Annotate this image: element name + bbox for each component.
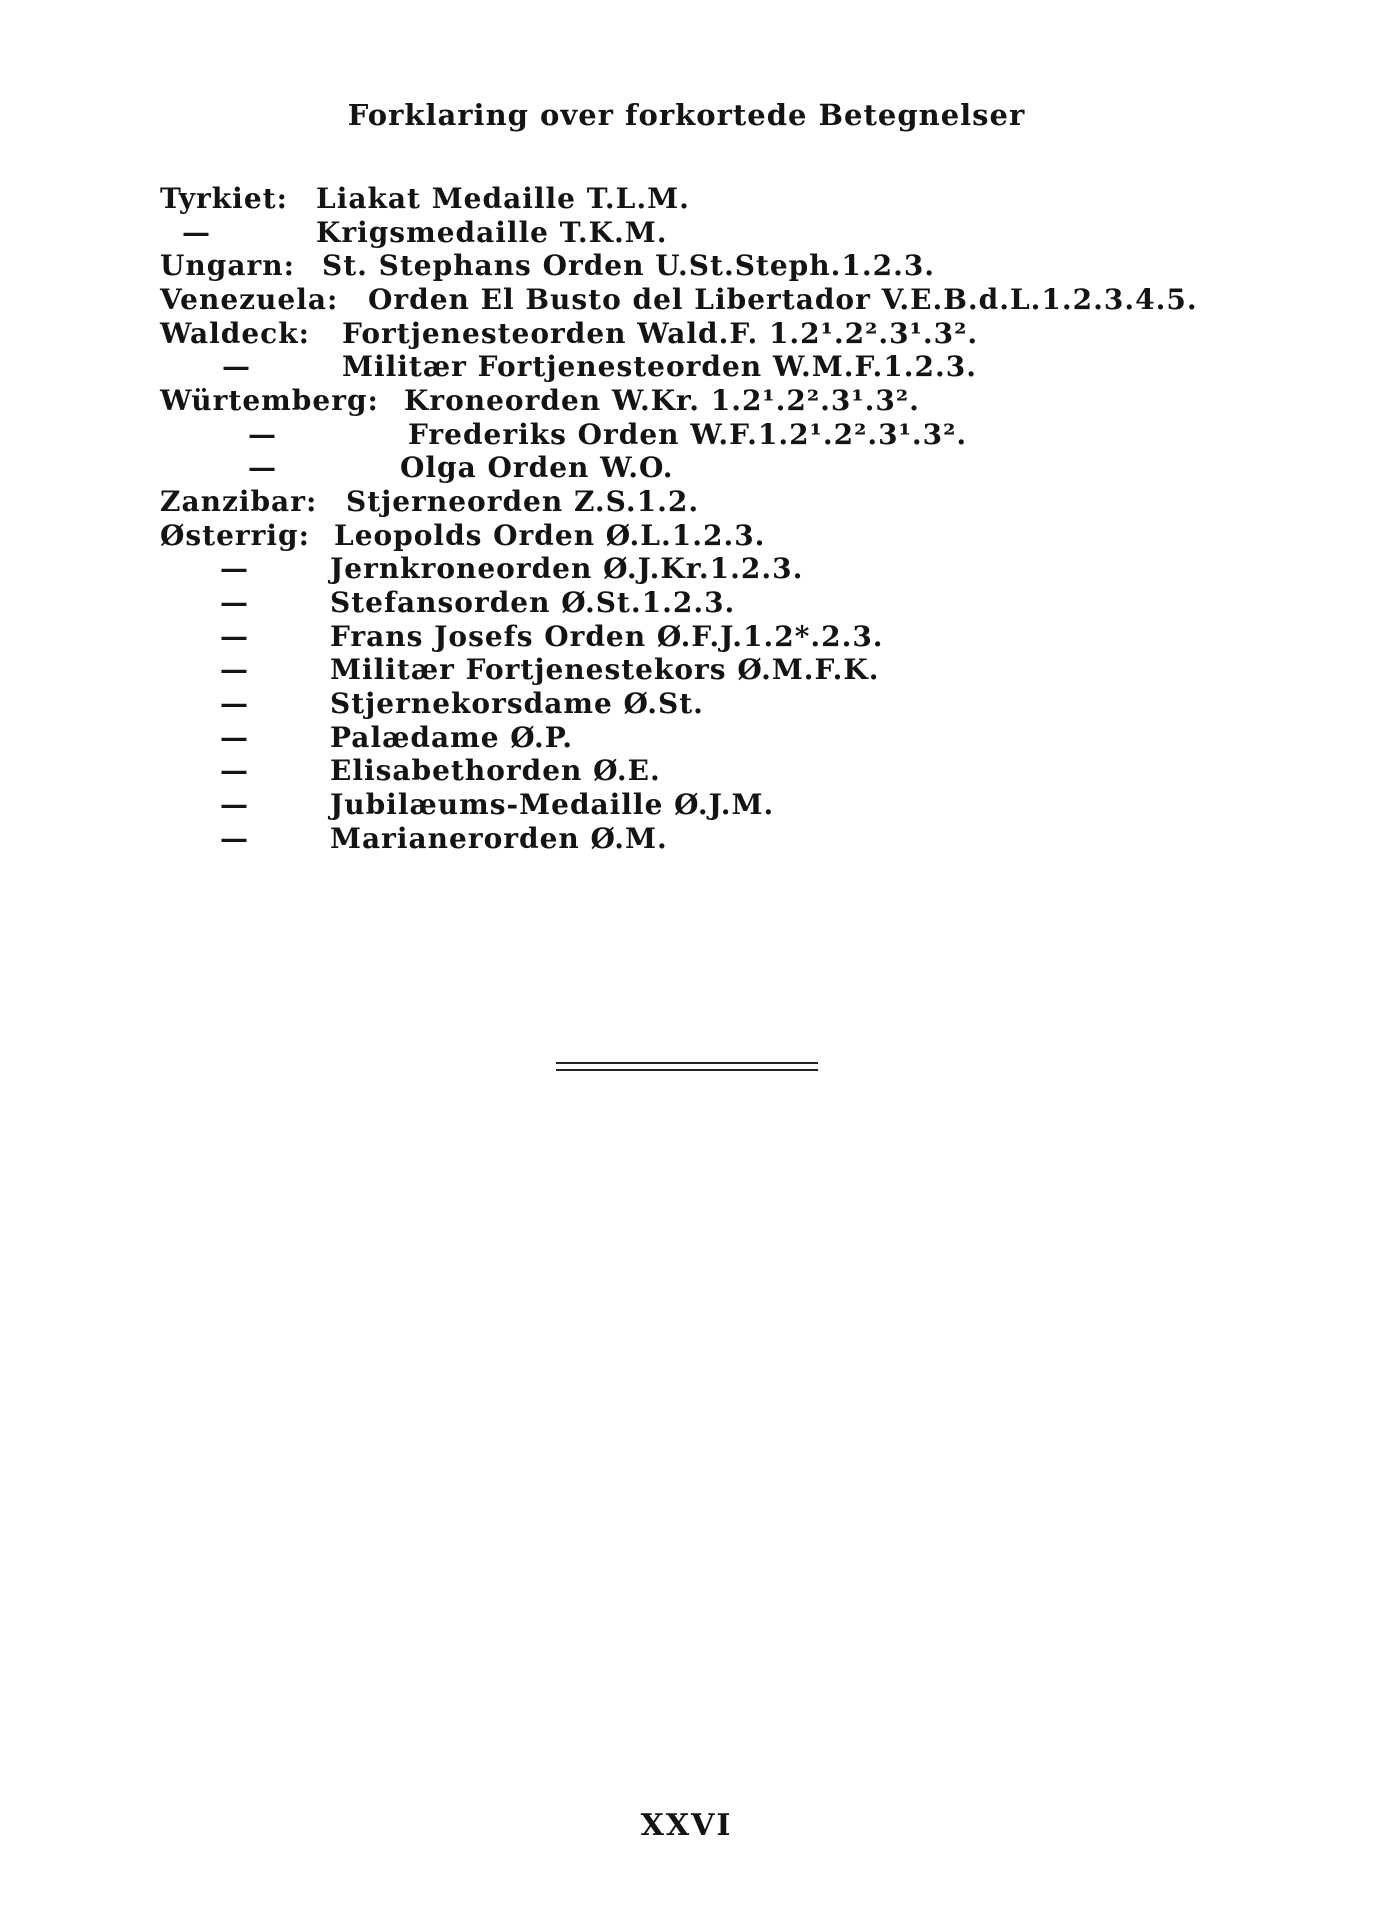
- country-label: Waldeck:: [160, 317, 310, 350]
- country-label: —: [220, 754, 249, 787]
- country-label: Würtemberg:: [160, 384, 379, 417]
- order-name: Olga Orden W.O.: [400, 451, 674, 484]
- order-name: Leopolds Orden Ø.L.1.2.3.: [334, 519, 766, 552]
- order-name: Palædame Ø.P.: [330, 721, 573, 754]
- order-name: Stefansorden Ø.St.1.2.3.: [330, 586, 736, 619]
- country-label: —: [220, 788, 249, 821]
- country-label: —: [220, 552, 249, 585]
- country-label: —: [248, 451, 277, 484]
- country-label: —: [248, 418, 277, 451]
- order-name: Stjerneorden Z.S.1.2.: [346, 485, 700, 518]
- order-name: Jernkroneorden Ø.J.Kr.1.2.3.: [330, 552, 804, 585]
- order-name: St. Stephans Orden U.St.Steph.1.2.3.: [322, 249, 936, 282]
- order-name: Kroneorden W.Kr. 1.2¹.2².3¹.3².: [404, 384, 920, 417]
- order-name: Stjernekorsdame Ø.St.: [330, 687, 704, 720]
- country-label: —: [220, 822, 249, 855]
- country-label: —: [222, 350, 251, 383]
- page-number: XXVI: [640, 1808, 733, 1843]
- order-name: Jubilæums-Medaille Ø.J.M.: [330, 788, 775, 821]
- order-name: Elisabethorden Ø.E.: [330, 754, 661, 787]
- order-name: Militær Fortjenesteorden W.M.F.1.2.3.: [342, 350, 977, 383]
- order-name: Orden El Busto del Libertador V.E.B.d.L.1.2.3.4.5.: [368, 283, 1198, 316]
- order-name: Frans Josefs Orden Ø.F.J.1.2*.2.3.: [330, 620, 884, 653]
- country-label: Zanzibar:: [160, 485, 318, 518]
- order-name: Marianerorden Ø.M.: [330, 822, 668, 855]
- order-name: Militær Fortjenestekors Ø.M.F.K.: [330, 653, 880, 686]
- country-label: —: [220, 620, 249, 653]
- order-name: Frederiks Orden W.F.1.2¹.2².3¹.3².: [408, 418, 968, 451]
- country-label: Ungarn:: [160, 249, 295, 282]
- country-label: —: [220, 721, 249, 754]
- divider-rule-top: [556, 1062, 818, 1064]
- abbreviation-list: [0, 0, 1373, 900]
- country-label: Tyrkiet:: [160, 182, 288, 215]
- country-label: —: [220, 653, 249, 686]
- page-title: Forklaring over forkortede Betegnelser: [347, 98, 1026, 132]
- country-label: —: [220, 586, 249, 619]
- order-name: Liakat Medaille T.L.M.: [316, 182, 690, 215]
- country-label: —: [182, 216, 211, 249]
- order-name: Fortjenesteorden Wald.F. 1.2¹.2².3¹.3².: [342, 317, 979, 350]
- country-label: —: [220, 687, 249, 720]
- divider-rule-bottom: [556, 1069, 818, 1071]
- country-label: Østerrig:: [160, 519, 310, 552]
- order-name: Krigsmedaille T.K.M.: [316, 216, 668, 249]
- country-label: Venezuela:: [160, 283, 339, 316]
